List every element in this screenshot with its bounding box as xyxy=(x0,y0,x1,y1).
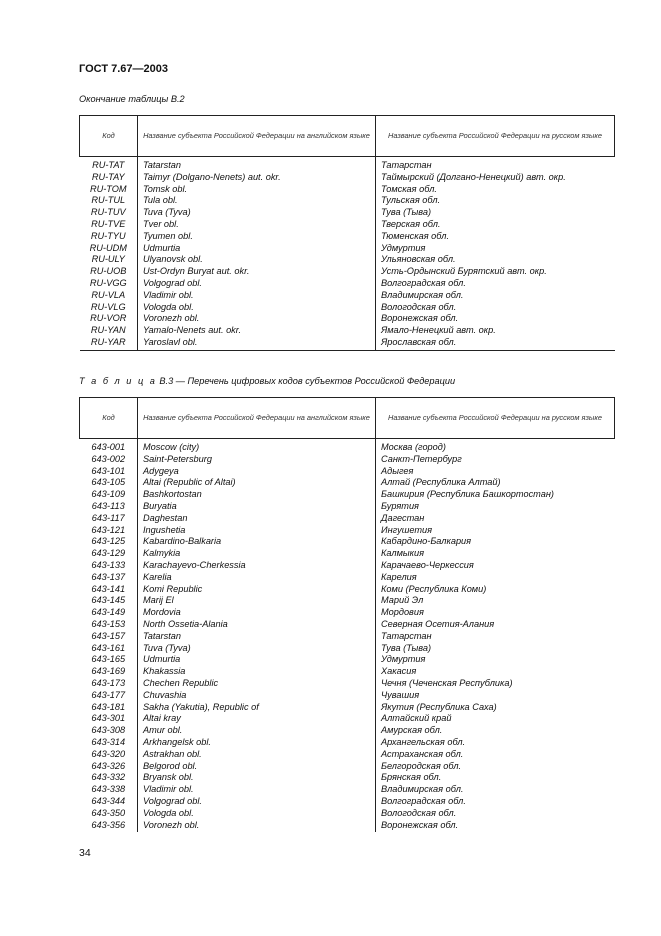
table-row xyxy=(80,466,615,478)
cell-name-russian: Архангельская обл. xyxy=(381,736,466,747)
table-row xyxy=(80,219,615,231)
cell-code: 643-125 xyxy=(91,536,126,547)
cell-name-russian: Усть-Ордынский Бурятский авт. окр. xyxy=(381,266,547,277)
column-header-russian: Название субъекта Российской Федерации на русском языке xyxy=(376,398,615,439)
table-row xyxy=(80,254,615,266)
table-row xyxy=(80,157,615,172)
table-row xyxy=(80,536,615,548)
table-row xyxy=(80,749,615,761)
cell-name-english: Vladimir obl. xyxy=(138,784,376,796)
cell-code: 643-157 xyxy=(91,630,126,641)
cell-name-english: Karachayevo-Cherkessia xyxy=(138,560,376,572)
table-row xyxy=(80,525,615,537)
table-row xyxy=(80,501,615,513)
cell-name-russian: Владимирская обл. xyxy=(381,784,464,795)
cell-code: 643-109 xyxy=(91,489,126,500)
page-number: 34 xyxy=(79,847,91,859)
cell-name-english: Taimyr (Dolgano-Nenets) aut. okr. xyxy=(138,172,376,184)
table-row xyxy=(80,607,615,619)
table-row xyxy=(80,702,615,714)
cell-name-russian: Карачаево-Черкессия xyxy=(381,559,474,570)
table-header-row xyxy=(80,116,615,157)
cell-code: 643-101 xyxy=(91,465,126,476)
cell-name-english: Chuvashia xyxy=(138,690,376,702)
cell-name-russian: Тюменская обл. xyxy=(381,230,449,241)
cell-code: 643-121 xyxy=(91,524,126,535)
table-row xyxy=(80,513,615,525)
cell-name-english: Altai kray xyxy=(138,713,376,725)
cell-name-russian: Амурская обл. xyxy=(381,725,443,736)
cell-name-english: Kabardino-Balkaria xyxy=(138,536,376,548)
cell-name-english: Khakassia xyxy=(138,666,376,678)
cell-name-english: Arkhangelsk obl. xyxy=(138,737,376,749)
cell-code: 643-145 xyxy=(91,595,126,606)
table-row xyxy=(80,243,615,255)
table-row xyxy=(80,713,615,725)
cell-name-russian: Санкт-Петербург xyxy=(381,453,462,464)
cell-name-english: Tver obl. xyxy=(138,219,376,231)
column-header-english: Название субъекта Российской Федерации на английском языке xyxy=(138,398,376,439)
cell-name-russian: Тульская обл. xyxy=(381,195,441,206)
cell-name-english: Vladimir obl. xyxy=(138,290,376,302)
cell-name-english: Bryansk obl. xyxy=(138,772,376,784)
cell-name-english: Komi Republic xyxy=(138,584,376,596)
cell-name-english: Marij El xyxy=(138,595,376,607)
cell-code: 643-133 xyxy=(91,559,126,570)
cell-name-russian: Адыгея xyxy=(381,465,414,476)
cell-name-english: Volgograd obl. xyxy=(138,796,376,808)
cell-name-russian: Алтайский край xyxy=(381,713,452,724)
cell-name-english: Tomsk obl. xyxy=(138,184,376,196)
cell-name-russian: Ингушетия xyxy=(381,524,433,535)
table-row xyxy=(80,278,615,290)
cell-name-russian: Вологодская обл. xyxy=(381,301,457,312)
cell-name-english: Udmurtia xyxy=(138,654,376,666)
cell-code: RU-VLA xyxy=(91,289,126,300)
cell-name-english: Astrakhan obl. xyxy=(138,749,376,761)
cell-name-russian: Астраханская обл. xyxy=(381,748,464,759)
table-row xyxy=(80,172,615,184)
cell-name-english: Vologda obl. xyxy=(138,302,376,314)
cell-code: RU-TAT xyxy=(92,160,125,170)
cell-name-russian: Волгоградская обл. xyxy=(381,277,466,288)
table2-caption-prefix: Т а б л и ц а xyxy=(79,376,157,386)
cell-name-russian: Ульяновская обл. xyxy=(381,254,456,265)
cell-code: RU-VOR xyxy=(90,313,127,324)
cell-code: 643-314 xyxy=(91,736,126,747)
cell-code: 643-002 xyxy=(91,453,126,464)
cell-code: RU-VLG xyxy=(90,301,126,312)
table-row xyxy=(80,302,615,314)
cell-name-russian: Удмуртия xyxy=(381,654,426,665)
cell-code: RU-YAN xyxy=(90,325,126,336)
cell-name-russian: Тува (Тыва) xyxy=(381,207,432,218)
cell-code: 643-105 xyxy=(91,477,126,488)
cell-name-english: Chechen Republic xyxy=(138,678,376,690)
cell-name-russian: Дагестан xyxy=(381,512,425,523)
cell-name-english: Tuva (Tyva) xyxy=(138,207,376,219)
cell-name-russian: Воронежская обл. xyxy=(381,313,459,324)
cell-name-english: Altai (Republic of Altai) xyxy=(138,477,376,489)
cell-code: 643-165 xyxy=(91,654,126,665)
cell-name-english: Tula obl. xyxy=(138,195,376,207)
table-row xyxy=(80,207,615,219)
cell-name-english: Tyumen obl. xyxy=(138,231,376,243)
cell-name-russian: Москва (город) xyxy=(381,442,446,452)
column-header-russian: Название субъекта Российской Федерации на русском языке xyxy=(376,116,615,157)
cell-name-english: Daghestan xyxy=(138,513,376,525)
cell-name-english: Vologda obl. xyxy=(138,808,376,820)
cell-name-russian: Кабардино-Балкария xyxy=(381,536,472,547)
cell-code: 643-308 xyxy=(91,725,126,736)
cell-name-english: Karelia xyxy=(138,572,376,584)
cell-name-russian: Волгоградская обл. xyxy=(381,795,466,806)
cell-name-russian: Удмуртия xyxy=(381,242,426,253)
cell-code: 643-117 xyxy=(91,512,125,523)
cell-name-english: Ust-Ordyn Buryat aut. okr. xyxy=(138,266,376,278)
cell-name-russian: Таймырский (Долгано-Ненецкий) авт. окр. xyxy=(381,171,566,182)
cell-name-russian: Татарстан xyxy=(381,630,432,641)
cell-code: RU-YAR xyxy=(90,336,126,347)
cell-name-english: Adygeya xyxy=(138,466,376,478)
cell-code: 643-001 xyxy=(91,442,126,452)
cell-name-english: Kalmykia xyxy=(138,548,376,560)
cell-code: 643-169 xyxy=(91,666,126,677)
cell-code: RU-VGG xyxy=(89,277,127,288)
table-row xyxy=(80,725,615,737)
cell-code: 643-301 xyxy=(91,713,126,724)
table-row xyxy=(80,737,615,749)
cell-name-english: Ulyanovsk obl. xyxy=(138,254,376,266)
cell-code: RU-TYU xyxy=(90,230,126,241)
table-row xyxy=(80,195,615,207)
table-row xyxy=(80,266,615,278)
cell-name-russian: Владимирская обл. xyxy=(381,289,464,300)
cell-name-russian: Ямало-Ненецкий авт. окр. xyxy=(381,325,496,336)
cell-code: RU-TUV xyxy=(90,207,126,218)
cell-code: 643-350 xyxy=(91,807,126,818)
table-row xyxy=(80,654,615,666)
cell-name-english: Sakha (Yakutia), Republic of xyxy=(138,702,376,714)
cell-code: 643-332 xyxy=(91,772,126,783)
table-row xyxy=(80,595,615,607)
table-row xyxy=(80,820,615,833)
cell-name-russian: Тува (Тыва) xyxy=(381,642,432,653)
cell-name-english: Tatarstan xyxy=(138,631,376,643)
table-row xyxy=(80,337,615,350)
table-subject-codes-numeric xyxy=(79,397,615,832)
table-row xyxy=(80,454,615,466)
table1-caption: Окончание таблицы В.2 xyxy=(79,94,185,104)
cell-name-russian: Калмыкия xyxy=(381,548,425,559)
cell-name-english: Mordovia xyxy=(138,607,376,619)
cell-code: RU-UOB xyxy=(90,266,127,277)
cell-name-english: Ingushetia xyxy=(138,525,376,537)
cell-name-english: Yaroslavl obl. xyxy=(138,337,376,350)
cell-code: RU-TOM xyxy=(89,183,127,194)
table-row xyxy=(80,184,615,196)
table-row xyxy=(80,761,615,773)
table-row xyxy=(80,477,615,489)
cell-code: 643-181 xyxy=(91,701,126,712)
cell-name-english: Amur obl. xyxy=(138,725,376,737)
cell-name-english: Moscow (city) xyxy=(138,439,376,454)
table-row xyxy=(80,772,615,784)
cell-name-russian: Белгородская обл. xyxy=(381,760,462,771)
table-row xyxy=(80,808,615,820)
table-row xyxy=(80,631,615,643)
column-header-code: Код xyxy=(80,116,138,157)
cell-code: 643-141 xyxy=(91,583,126,594)
cell-code: RU-TVE xyxy=(91,218,126,229)
table-row xyxy=(80,690,615,702)
table-row xyxy=(80,231,615,243)
cell-name-russian: Ярославская обл. xyxy=(381,336,457,347)
cell-code: 643-129 xyxy=(91,548,126,559)
cell-name-russian: Татарстан xyxy=(381,160,432,170)
table2-caption xyxy=(79,376,455,386)
cell-name-english: Saint-Petersburg xyxy=(138,454,376,466)
cell-name-russian: Марий Эл xyxy=(381,595,424,606)
table-row xyxy=(80,584,615,596)
cell-name-english: Tatarstan xyxy=(138,157,376,172)
table-row xyxy=(80,325,615,337)
cell-name-russian: Карелия xyxy=(381,571,417,582)
table2-caption-text: В.3 — Перечень цифровых кодов субъектов Российской Федерации xyxy=(159,376,456,386)
cell-code: RU-TUL xyxy=(91,195,126,206)
table-row xyxy=(80,572,615,584)
table-row xyxy=(80,678,615,690)
cell-name-russian: Чувашия xyxy=(381,689,420,700)
cell-name-english: Tuva (Tyva) xyxy=(138,643,376,655)
cell-name-russian: Северная Осетия-Алания xyxy=(381,618,495,629)
cell-name-russian: Чечня (Чеченская Республика) xyxy=(381,677,513,688)
cell-code: 643-338 xyxy=(91,784,126,795)
cell-name-english: Buryatia xyxy=(138,501,376,513)
cell-name-english: North Ossetia-Alania xyxy=(138,619,376,631)
cell-name-english: Yamalo-Nenets aut. okr. xyxy=(138,325,376,337)
cell-name-russian: Брянская обл. xyxy=(381,772,442,783)
table-header-row xyxy=(80,398,615,439)
cell-name-english: Volgograd obl. xyxy=(138,278,376,290)
cell-name-russian: Якутия (Республика Саха) xyxy=(381,701,497,712)
cell-name-russian: Хакасия xyxy=(381,666,417,677)
cell-name-english: Voronezh obl. xyxy=(138,820,376,833)
cell-code: RU-UDM xyxy=(89,242,127,253)
cell-name-russian: Алтай (Республика Алтай) xyxy=(381,477,501,488)
table-row xyxy=(80,619,615,631)
cell-code: 643-113 xyxy=(91,500,125,511)
cell-code: 643-153 xyxy=(91,618,126,629)
cell-code: 643-137 xyxy=(91,571,126,582)
table-row xyxy=(80,784,615,796)
cell-code: 643-161 xyxy=(91,642,126,653)
cell-code: 643-326 xyxy=(91,760,126,771)
table-row xyxy=(80,643,615,655)
cell-name-russian: Вологодская обл. xyxy=(381,807,457,818)
table-row xyxy=(80,666,615,678)
cell-name-russian: Башкирия (Республика Башкортостан) xyxy=(381,489,554,500)
cell-code: 643-149 xyxy=(91,607,126,618)
cell-name-russian: Бурятия xyxy=(381,500,419,511)
cell-code: 643-177 xyxy=(91,689,126,700)
column-header-code: Код xyxy=(80,398,138,439)
table2-body xyxy=(80,439,615,833)
cell-name-english: Bashkortostan xyxy=(138,489,376,501)
cell-name-english: Voronezh obl. xyxy=(138,313,376,325)
table-row xyxy=(80,489,615,501)
cell-name-russian: Воронежская обл. xyxy=(381,819,459,830)
table-row xyxy=(80,548,615,560)
cell-code: 643-320 xyxy=(91,748,126,759)
table-row xyxy=(80,796,615,808)
table-subject-codes-alpha xyxy=(79,115,615,351)
cell-name-english: Udmurtia xyxy=(138,243,376,255)
column-header-english: Название субъекта Российской Федерации на английском языке xyxy=(138,116,376,157)
table1-body xyxy=(80,157,615,351)
cell-code: RU-TAY xyxy=(91,171,125,182)
cell-code: 643-356 xyxy=(91,819,126,830)
cell-name-russian: Томская обл. xyxy=(381,183,437,194)
cell-name-english: Belgorod obl. xyxy=(138,761,376,773)
cell-code: RU-ULY xyxy=(91,254,125,265)
document-title: ГОСТ 7.67—2003 xyxy=(79,63,168,75)
table-row xyxy=(80,560,615,572)
cell-code: 643-344 xyxy=(91,795,126,806)
cell-code: 643-173 xyxy=(91,677,126,688)
table-row xyxy=(80,313,615,325)
cell-name-russian: Тверская обл. xyxy=(381,218,441,229)
table-row xyxy=(80,439,615,454)
cell-name-russian: Коми (Республика Коми) xyxy=(381,583,487,594)
table-row xyxy=(80,290,615,302)
cell-name-russian: Мордовия xyxy=(381,607,424,618)
